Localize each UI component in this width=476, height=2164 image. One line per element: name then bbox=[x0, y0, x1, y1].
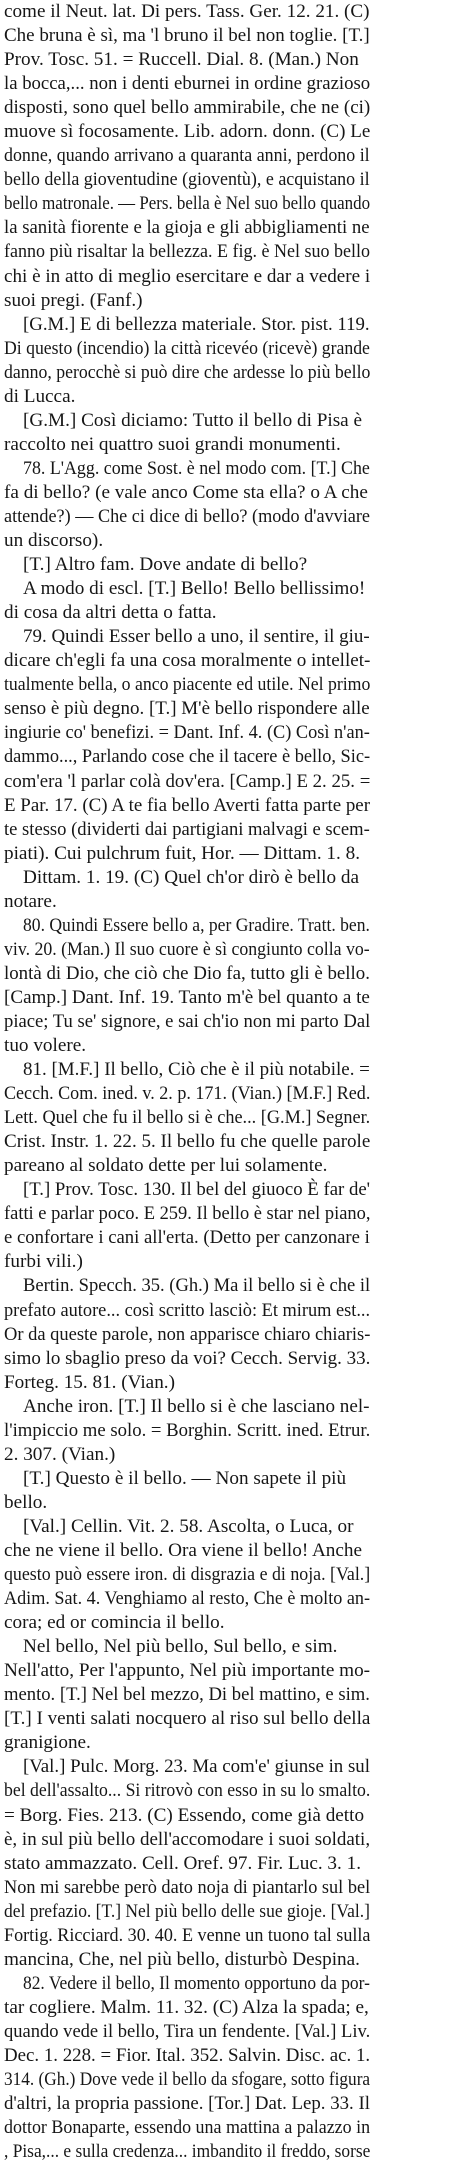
text-line: [G.M.] Così diciamo: Tutto il bello di Pisa è bbox=[23, 409, 362, 431]
text-line: 2. 307. (Vian.) bbox=[4, 1443, 116, 1465]
text-line: la bocca,... non i denti eburnei in ordine grazioso bbox=[4, 73, 371, 95]
text-line: [G.M.] E di bellezza materiale. Stor. pist. 119. bbox=[23, 313, 370, 335]
text-line: Fortig. Ricciard. 30. 40. E venne un tuono tal sulla bbox=[4, 1924, 371, 1946]
text-line: tuo volere. bbox=[4, 1035, 87, 1057]
text-line: [Camp.] Dant. Inf. 19. Tanto m'è bel quanto a te bbox=[4, 986, 370, 1008]
text-line: senso è più degno. [T.] M'è bello rispondere alle bbox=[4, 698, 370, 720]
text-line: bello della gioventudine (gioventù), e acquistano il bbox=[4, 169, 370, 191]
text-line: viv. 20. (Man.) Il suo cuore è sì congiunto colla vo- bbox=[4, 938, 370, 960]
text-line: tar cogliere. Malm. 11. 32. (C) Alza la spada; e, bbox=[4, 1996, 369, 2018]
text-line: dammo..., Parlando cose che il tacere è bello, Sic- bbox=[4, 746, 371, 768]
text-line: 82. Vedere il bello, Il momento opportuno da por- bbox=[23, 1972, 370, 1994]
text-line: stato ammazzato. Cell. Oref. 97. Fir. Luc. 3. 1. bbox=[4, 1852, 362, 1874]
text-line: = Borg. Fies. 213. (C) Essendo, come già detto bbox=[4, 1804, 365, 1826]
text-line: del prefazio. [T.] Nel più bello delle sue gioje. [Val.] bbox=[4, 1900, 370, 1922]
text-line: te stesso (dividerti dai partigiani malvagi e scem- bbox=[4, 818, 370, 840]
text-line: 81. [M.F.] Il bello, Ciò che è il più notabile. = bbox=[23, 1059, 370, 1081]
text-line: disposti, sono quel bello ammirabile, che ne (ci) bbox=[4, 97, 371, 119]
text-line: Crist. Instr. 1. 22. 5. Il bello fu che quelle parole bbox=[4, 1131, 371, 1153]
text-line: Non mi sarebbe però dato noja di piantarlo sul bel bbox=[4, 1876, 371, 1898]
text-line: fatti e parlar poco. E 259. Il bello è star nel piano, bbox=[4, 1203, 371, 1225]
text-line: come il Neut. lat. Di pers. Tass. Ger. 12. 21. (C) bbox=[4, 1, 370, 22]
text-line: attende?) — Che ci dice di bello? (modo d'avviare bbox=[4, 505, 371, 527]
text-line: Lett. Quel che fu il bello si è che... [G.M.] Segner. bbox=[4, 1107, 371, 1129]
text-line: che ne viene il bello. Ora viene il bello! Anche bbox=[4, 1540, 363, 1561]
text-line: di Lucca. bbox=[4, 385, 76, 407]
text-line: bello matronale. — Pers. bella è Nel suo bello quando bbox=[4, 193, 371, 215]
text-line: un discorso). bbox=[4, 530, 104, 552]
text-line: notare. bbox=[4, 890, 57, 912]
text-line: com'era 'l parlar colà dov'era. [Camp.] E 2. 25. = bbox=[4, 770, 371, 792]
text-line: 78. L'Agg. come Sost. è nel modo com. [T.] Che bbox=[23, 457, 370, 479]
text-line: la sanità fiorente e la gioja e gli abbigliamenti ne bbox=[4, 217, 370, 239]
text-line: mento. [T.] Nel bel mezzo, Di bel mattino, e sim. bbox=[4, 1684, 370, 1706]
text-line: donne, quando arrivano a quaranta anni, perdono il bbox=[4, 145, 370, 167]
text-line: danno, perocchè si può dire che ardesse lo più bello bbox=[4, 361, 371, 383]
text-line: E Par. 17. (C) A te fia bello Averti fatta parte per bbox=[4, 794, 371, 816]
text-line: d'altri, la propria passione. [Tor.] Dat. Lep. 33. Il bbox=[4, 2093, 370, 2115]
text-line: lontà di Dio, che ciò che Dio fa, tutto gli è bello. bbox=[4, 962, 370, 984]
text-line: suoi pregi. (Fanf.) bbox=[4, 289, 143, 311]
text-line: piace; Tu se' signore, e sai ch'io non mi parto Dal bbox=[4, 1010, 371, 1032]
text-line: Bertin. Specch. 35. (Gh.) Ma il bello si è che il bbox=[23, 1275, 371, 1297]
text-line: Anche iron. [T.] Il bello si è che lasciano nel- bbox=[23, 1395, 370, 1417]
text-line: Cecch. Com. ined. v. 2. p. 171. (Vian.) [M.F.] Red. bbox=[4, 1083, 371, 1105]
text-line: è, in sul più bello dell'accomodare i suoi soldati, bbox=[4, 1828, 371, 1850]
text-line: cora; ed or comincia il bello. bbox=[4, 1612, 225, 1634]
text-line: bel dell'assalto... Si ritrovò con esso in su lo smalto. bbox=[4, 1780, 371, 1802]
text-line: Forteg. 15. 81. (Vian.) bbox=[4, 1371, 175, 1393]
text-line: Adim. Sat. 4. Venghiamo al resto, Che è molto an- bbox=[4, 1588, 371, 1610]
text-line: simo lo sbaglio preso da voi? Cecch. Servig. 33. bbox=[4, 1347, 371, 1369]
text-line: ingiurie co' benefizi. = Dant. Inf. 4. (C) Così n'an- bbox=[4, 722, 370, 744]
text-line: piati). Cui pulchrum fuit, Hor. — Dittam. 1. 8. bbox=[4, 842, 360, 864]
dictionary-entry-text bbox=[4, 0, 370, 2164]
text-line: Nell'atto, Per l'appunto, Nel più importante mo- bbox=[4, 1660, 371, 1682]
text-line: , Pisa,... e sulla credenza... imbandito il freddo, sorse bbox=[4, 2141, 371, 2163]
text-line: Nel bello, Nel più bello, Sul bello, e sim. bbox=[23, 1636, 338, 1658]
text-line: l'impiccio me solo. = Borghin. Scritt. ined. Etrur. bbox=[4, 1419, 371, 1441]
text-line: A modo di escl. [T.] Bello! Bello bellissimo! bbox=[23, 578, 366, 600]
text-line: questo può essere iron. di disgrazia e di noja. [Val.] bbox=[4, 1564, 371, 1586]
text-line: muove sì focosamente. Lib. adorn. donn. (C) Le bbox=[4, 121, 371, 143]
text-line: [Val.] Cellin. Vit. 2. 58. Ascolta, o Luca, or bbox=[23, 1515, 354, 1537]
text-line: mancina, Che, nel più bello, disturbò Despina. bbox=[4, 1948, 360, 1970]
text-line: 314. (Gh.) Dove vede il bello da sfogare, sotto figura bbox=[4, 2069, 371, 2091]
text-line: dicare ch'egli fa una cosa moralmente o intellet- bbox=[4, 650, 371, 672]
text-line: pareano al soldato dette per lui solamente. bbox=[4, 1155, 328, 1177]
text-line: [Val.] Pulc. Morg. 23. Ma com'e' giunse in sul bbox=[23, 1756, 370, 1778]
text-line: Prov. Tosc. 51. = Ruccell. Dial. 8. (Man.) Non bbox=[4, 49, 359, 71]
text-line: Che bruna è sì, ma 'l bruno il bel non toglie. [T.] bbox=[4, 25, 370, 47]
text-line: di cosa da altri detta o fatta. bbox=[4, 602, 217, 624]
text-line: furbi vili.) bbox=[4, 1251, 83, 1273]
text-line: 79. Quindi Esser bello a uno, il sentire, il giu- bbox=[23, 626, 370, 648]
text-line: Dec. 1. 228. = Fior. Ital. 352. Salvin. Disc. ac. 1. bbox=[4, 2044, 371, 2066]
text-line: Or da queste parole, non apparisce chiaro chiaris- bbox=[4, 1323, 371, 1345]
text-line: e confortare i cani all'erta. (Detto per canzonare i bbox=[4, 1227, 370, 1249]
text-line: raccolto nei quattro suoi grandi monumenti. bbox=[4, 433, 341, 455]
text-line: granigione. bbox=[4, 1732, 91, 1754]
text-line: Dittam. 1. 19. (C) Quel ch'or dirò è bello da bbox=[23, 866, 359, 888]
text-line: Di questo (incendio) la città ricevéo (ricevè) grande bbox=[4, 337, 370, 359]
text-line: prefato autore... così scritto lasciò: Et mirum est... bbox=[4, 1299, 371, 1321]
text-line: [T.] Prov. Tosc. 130. Il bel del giuoco È far de' bbox=[23, 1179, 371, 1201]
text-line: quando vede il bello, Tira un fendente. [Val.] Liv. bbox=[4, 2020, 371, 2042]
text-line: 80. Quindi Essere bello a, per Gradire. Tratt. ben. bbox=[23, 914, 370, 936]
text-line: fa di bello? (e vale anco Come sta ella? o A che bbox=[4, 481, 368, 503]
text-line: dottor Bonaparte, essendo una mattina a palazzo in bbox=[4, 2117, 371, 2139]
text-line: chi è in atto di meglio esercitare e dar a vedere i bbox=[4, 265, 371, 287]
text-line: fanno più risaltar la bellezza. E fig. è Nel suo bello bbox=[4, 241, 371, 263]
text-line: [T.] Questo è il bello. — Non sapete il più bbox=[23, 1467, 347, 1489]
text-line: [T.] Altro fam. Dove andate di bello? bbox=[23, 554, 308, 576]
text-line: tualmente bella, o anco piacente ed utile. Nel primo bbox=[4, 674, 371, 696]
text-line: bello. bbox=[4, 1491, 48, 1513]
text-line: [T.] I venti salati nocquero al riso sul bello della bbox=[4, 1708, 371, 1730]
